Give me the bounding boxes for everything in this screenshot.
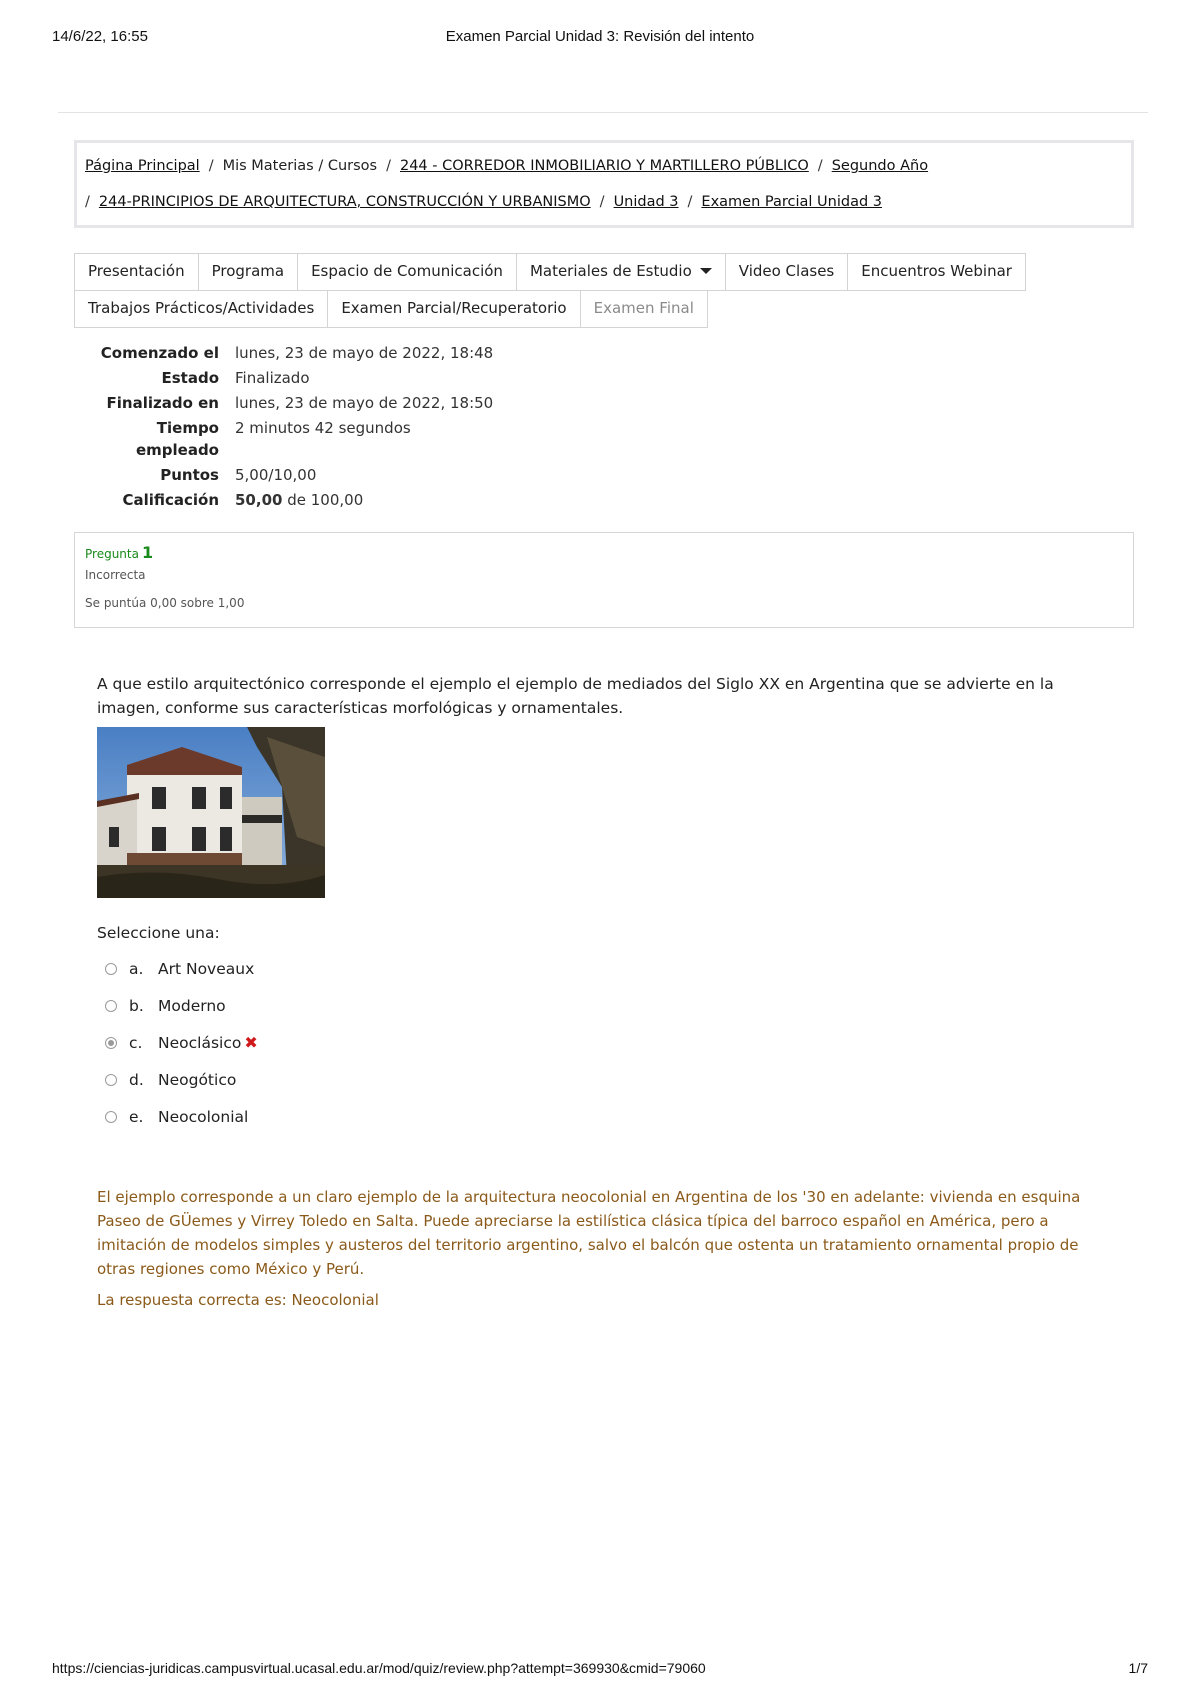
header-divider: [58, 112, 1148, 113]
breadcrumb-career-link[interactable]: 244 - CORREDOR INMOBILIARIO Y MARTILLERO PÚBLICO: [399, 158, 809, 174]
tab-encuentros-webinar[interactable]: Encuentros Webinar: [847, 253, 1026, 291]
breadcrumb-course-link[interactable]: 244-PRINCIPIOS DE ARQUITECTURA, CONSTRUCCIÓN Y URBANISMO: [98, 194, 591, 210]
answer-prompt: Seleccione una:: [97, 924, 220, 942]
grade-label: Calificación: [122, 491, 219, 509]
answer-option-d[interactable]: d. Neogótico: [105, 1061, 258, 1098]
answer-text-c: Neoclásico: [158, 1033, 242, 1052]
grade-cell: [235, 489, 493, 514]
radio-d[interactable]: [105, 1074, 117, 1086]
question-info: [74, 532, 1134, 628]
finished-value: lunes, 23 de mayo de 2022, 18:50: [235, 394, 494, 412]
time-label: Tiempo empleado: [135, 419, 219, 459]
radio-b[interactable]: [105, 1000, 117, 1012]
answer-option-b[interactable]: b. Moderno: [105, 987, 258, 1024]
page-number: 1/7: [1128, 1660, 1148, 1676]
time-value: 2 minutos 42 segundos: [235, 419, 411, 437]
right-answer: La respuesta correcta es: Neocolonial: [97, 1291, 379, 1309]
building-photo: [97, 727, 325, 898]
question-text: A que estilo arquitectónico corresponde el ejemplo el ejemplo de mediados del Siglo XX en Argentina que se advierte en la imagen, conforme sus características morfológicas y ornamentales.: [97, 675, 1054, 717]
radio-c-selected[interactable]: [105, 1037, 117, 1049]
question-state: Incorrecta: [85, 568, 146, 582]
finished-label: Finalizado en: [106, 394, 219, 412]
answer-option-a[interactable]: a. Art Noveaux: [105, 950, 258, 987]
breadcrumb-exam-link[interactable]: Examen Parcial Unidad 3: [701, 194, 882, 210]
print-url: https://ciencias-juridicas.campusvirtual.ucasal.edu.ar/mod/quiz/review.php?attempt=369930&cmid=79060: [52, 1660, 706, 1676]
tab-examen-parcial[interactable]: Examen Parcial/Recuperatorio: [327, 290, 580, 328]
breadcrumb-home-link[interactable]: Página Principal: [85, 158, 200, 174]
state-value: Finalizado: [235, 369, 310, 387]
general-feedback: El ejemplo corresponde a un claro ejemplo de la arquitectura neocolonial en Argentina de los '30 en adelante: vivienda en esquina Paseo de GÜemes y Virrey Toledo en Salta. Puede apreciarse la estilística clásica típica del barroco español en América, pero a imitación de modelos simples y austeros del territorio argentino, salvo el balcón que ostenta un tratamiento ornamental propio de otras regiones como México y Perú.: [97, 1188, 1081, 1278]
answer-option-c[interactable]: c. Neoclásico ✖: [105, 1024, 258, 1061]
course-tabs: [74, 253, 1134, 327]
started-value: lunes, 23 de mayo de 2022, 18:48: [235, 344, 494, 362]
question-number-value: 1: [141, 543, 154, 562]
radio-e[interactable]: [105, 1111, 117, 1123]
breadcrumb-year-link[interactable]: Segundo Año: [831, 158, 929, 174]
question-grade: Se puntúa 0,00 sobre 1,00: [85, 596, 245, 610]
tab-examen-final: Examen Final: [580, 290, 708, 328]
breadcrumb: Página Principal / Mis Materias / Cursos / 244 - CORREDOR INMOBILIARIO Y MARTILLERO PÚBLICO / Segundo Año / 244-PRINCIPIOS DE ARQUITECTURA, CONSTRUCCIÓN Y URBANISMO / Unidad 3 / Examen Parcial Unidad 3: [74, 140, 1134, 228]
print-header: [52, 28, 1148, 48]
print-title: Examen Parcial Unidad 3: Revisión del intento: [445, 28, 755, 45]
radio-a[interactable]: [105, 963, 117, 975]
tab-trabajos-practicos[interactable]: Trabajos Prácticos/Actividades: [74, 290, 328, 328]
question-number: Pregunta 1: [85, 543, 154, 562]
tab-video-clases[interactable]: Video Clases: [725, 253, 849, 291]
attempt-summary: [74, 342, 493, 514]
points-value: 5,00/10,00: [235, 466, 317, 484]
caret-down-icon: [700, 268, 712, 274]
state-label: Estado: [161, 369, 219, 387]
answer-text-b: Moderno: [158, 996, 226, 1015]
incorrect-x-icon: ✖: [244, 1033, 258, 1052]
breadcrumb-my-subjects: Mis Materias / Cursos: [222, 158, 378, 174]
answer-text-d: Neogótico: [158, 1070, 237, 1089]
tab-presentacion[interactable]: Presentación: [74, 253, 199, 291]
answer-list: [105, 950, 258, 1135]
answer-text-a: Art Noveaux: [158, 959, 255, 978]
answer-text-e: Neocolonial: [158, 1107, 249, 1126]
points-label: Puntos: [160, 466, 219, 484]
breadcrumb-unit-link[interactable]: Unidad 3: [613, 194, 679, 210]
grade-suffix: de 100,00: [287, 491, 364, 509]
tab-espacio-comunicacion[interactable]: Espacio de Comunicación: [297, 253, 517, 291]
tab-materiales-estudio[interactable]: [516, 253, 726, 291]
started-label: Comenzado el: [100, 344, 219, 362]
tab-programa[interactable]: Programa: [198, 253, 298, 291]
tab-materiales-label: Materiales de Estudio: [529, 262, 692, 280]
answer-option-e[interactable]: e. Neocolonial: [105, 1098, 258, 1135]
print-date: 14/6/22, 16:55: [52, 28, 148, 45]
grade-value: 50,00: [235, 491, 283, 509]
print-footer: [52, 1660, 1148, 1680]
